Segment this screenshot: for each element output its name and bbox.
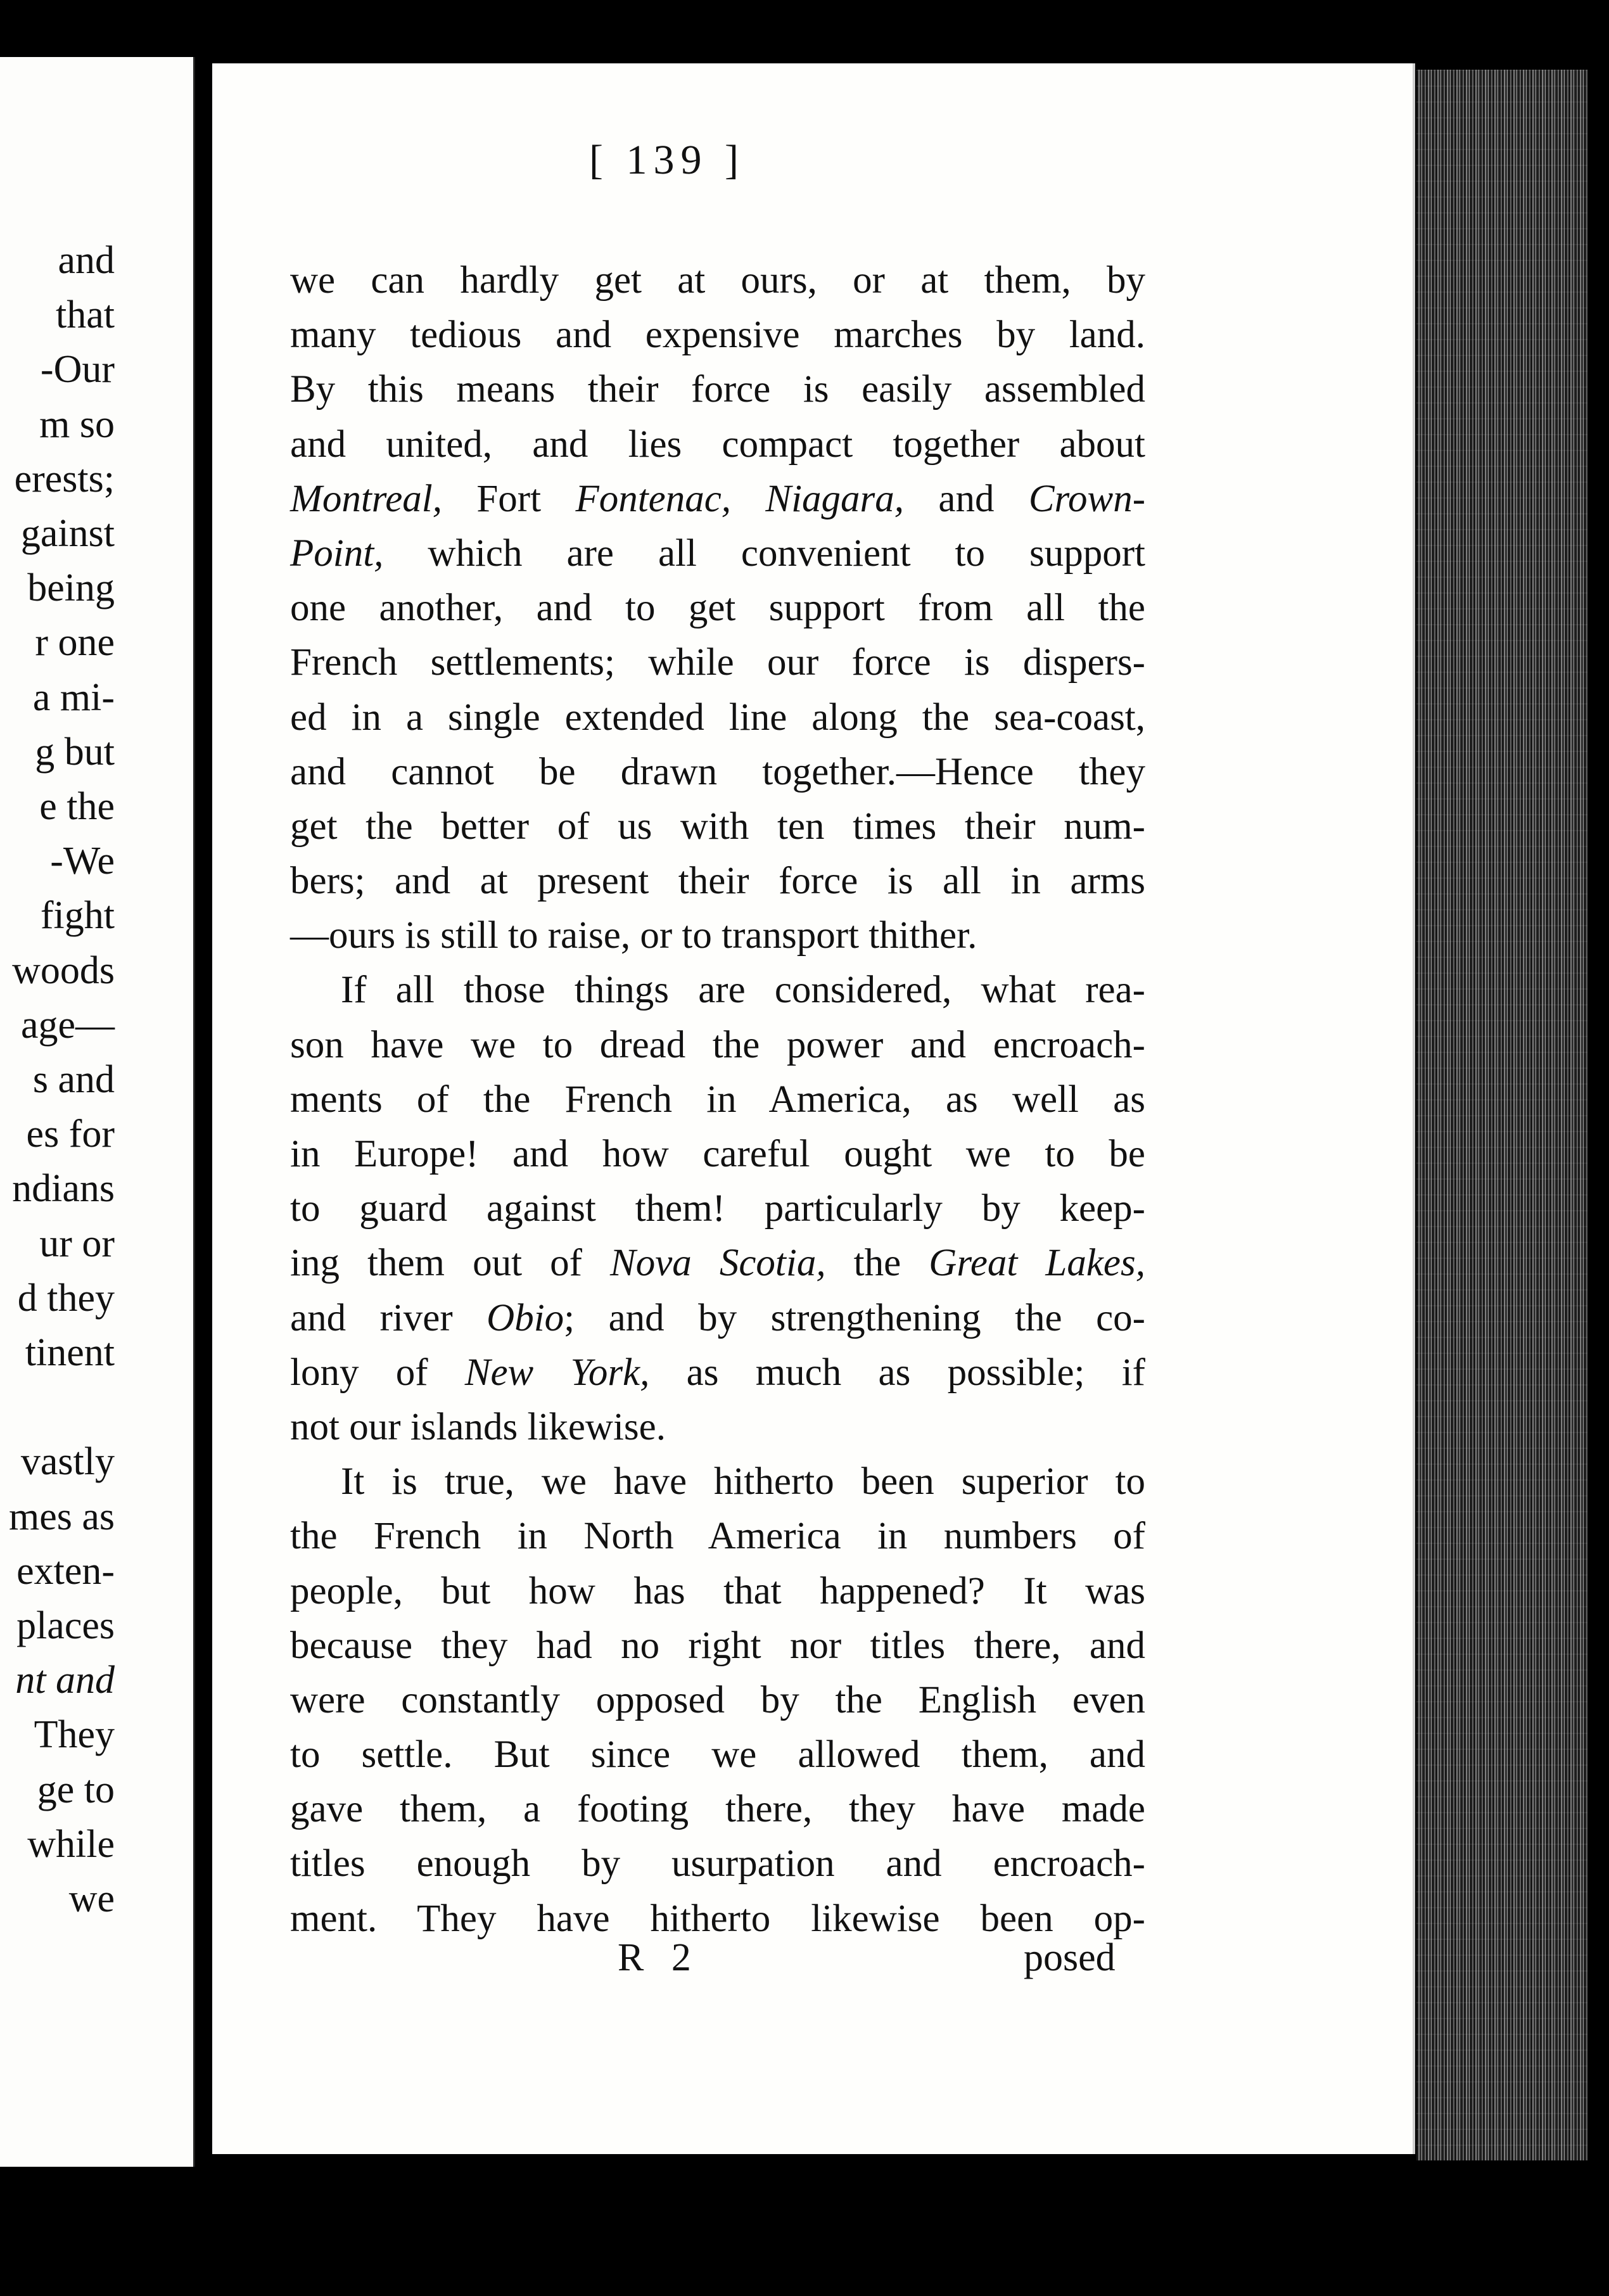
left-page-text-fragment: gainst — [20, 512, 115, 555]
text-span: and river — [290, 1296, 487, 1339]
text-line: because they had no right nor titles there, and — [290, 1624, 1145, 1667]
text-line: ed in a single extended line along the sea-coast, — [290, 696, 1145, 739]
catchword: posed — [1024, 1936, 1116, 1979]
place-name: New York, — [464, 1351, 650, 1394]
place-name: Niagara, — [765, 477, 905, 520]
left-page-text-fragment: a mi- — [32, 675, 115, 719]
text-line: many tedious and expensive marches by land. — [290, 314, 1145, 357]
page-number: [ 139 ] — [589, 137, 745, 183]
left-page-text-fragment: tinent — [25, 1331, 115, 1374]
left-page-text-fragment: that — [56, 293, 115, 337]
text-line: ments of the French in America, as well as — [290, 1078, 1145, 1121]
text-line: the French in North America in numbers of — [290, 1515, 1145, 1558]
text-line: gave them, a footing there, they have made — [290, 1788, 1145, 1831]
left-page-text-fragment: ur or — [39, 1221, 115, 1265]
left-page-text-fragment: and — [58, 239, 115, 282]
text-line: and united, and lies compact together about — [290, 423, 1145, 466]
text-line: not our islands likewise. — [290, 1405, 666, 1448]
left-page-text-fragment: s and — [32, 1058, 115, 1101]
left-page-text-fragment: -Our — [40, 348, 115, 392]
text-span: ing them out of — [290, 1242, 611, 1285]
left-page-text-fragment: d they — [17, 1276, 115, 1320]
text-line: we can hardly get at ours, or at them, by — [290, 259, 1145, 302]
text-line: French settlements; while our force is dispers- — [290, 641, 1145, 684]
left-page-text-fragment: mes as — [8, 1495, 115, 1538]
text-line: were constantly opposed by the English even — [290, 1678, 1145, 1721]
text-line — [290, 1236, 1145, 1291]
left-page-text-fragment: erests; — [14, 457, 115, 501]
place-name: Obio — [487, 1296, 564, 1339]
text-line — [290, 1291, 1145, 1346]
text-span: ; and by strengthening the co- — [564, 1296, 1145, 1339]
place-name: Point, — [290, 532, 384, 575]
left-page-text-fragment: -We — [50, 839, 115, 883]
place-name: Great Lakes, — [929, 1242, 1145, 1285]
left-page-text-fragment: being — [27, 566, 115, 610]
left-page-text-fragment: age— — [20, 1003, 115, 1047]
text-line: titles enough by usurpation and encroach- — [290, 1842, 1145, 1885]
left-page-text-fragment: e the — [39, 785, 115, 828]
left-page-text-fragment: fight — [40, 894, 115, 938]
place-name: Fontenac, — [575, 477, 732, 520]
left-page-text-fragment: ge to — [37, 1768, 115, 1811]
place-name: Nova Scotia, — [610, 1242, 826, 1285]
left-page-text-fragment: They — [34, 1713, 115, 1757]
left-page-text-fragment: r one — [35, 621, 115, 665]
left-facing-page — [0, 57, 195, 2167]
left-page-text-fragment: ndians — [12, 1167, 115, 1211]
text-span: lony of — [290, 1351, 465, 1394]
left-page-text-fragment: nt and — [15, 1659, 115, 1702]
left-page-text-fragment: g but — [35, 730, 115, 774]
text-line: and cannot be drawn together.—Hence they — [290, 750, 1145, 793]
paragraph-first-line: It is true, we have hitherto been superior to — [341, 1460, 1145, 1503]
text-span: Fort — [442, 477, 576, 520]
place-name: Montreal, — [290, 477, 443, 520]
text-line: people, but how has that happened? It was — [290, 1569, 1145, 1612]
text-line — [290, 1346, 1145, 1400]
left-page-text-fragment: places — [16, 1604, 115, 1647]
left-page-text-fragment: es for — [26, 1113, 115, 1156]
text-line: ment. They have hitherto likewise been op- — [290, 1897, 1145, 1940]
text-line: in Europe! and how careful ought we to be — [290, 1133, 1145, 1175]
left-page-text-fragment: we — [68, 1877, 115, 1920]
text-span: as much as possible; if — [649, 1351, 1145, 1394]
text-line: bers; and at present their force is all in arms — [290, 860, 1145, 903]
text-line — [290, 472, 1145, 526]
text-span — [731, 478, 765, 520]
left-page-text-fragment: m so — [39, 402, 115, 446]
text-span: and — [904, 477, 1029, 520]
text-line: son have we to dread the power and encroach- — [290, 1023, 1145, 1066]
text-line: By this means their force is easily assembled — [290, 368, 1145, 411]
place-name: Crown- — [1028, 477, 1146, 520]
left-page-text-fragment: vastly — [20, 1440, 115, 1484]
left-page-text-fragment: exten- — [16, 1549, 115, 1593]
left-page-text-fragment: while — [27, 1822, 115, 1866]
text-span: which are all convenient to support — [383, 532, 1145, 575]
text-line — [290, 526, 1145, 581]
signature-mark: R 2 — [618, 1936, 700, 1979]
left-page-text-fragment: woods — [12, 948, 115, 992]
text-line: get the better of us with ten times their num- — [290, 805, 1145, 848]
text-line: to settle. But since we allowed them, and — [290, 1733, 1145, 1776]
text-span: the — [825, 1242, 929, 1285]
paragraph-first-line: If all those things are considered, what rea- — [341, 969, 1145, 1012]
text-line: to guard against them! particularly by keep- — [290, 1187, 1145, 1230]
body-text — [290, 253, 1145, 1946]
text-line: —ours is still to raise, or to transport thither. — [290, 914, 977, 957]
page-edges — [1416, 70, 1587, 2160]
text-line: one another, and to get support from all the — [290, 587, 1145, 630]
